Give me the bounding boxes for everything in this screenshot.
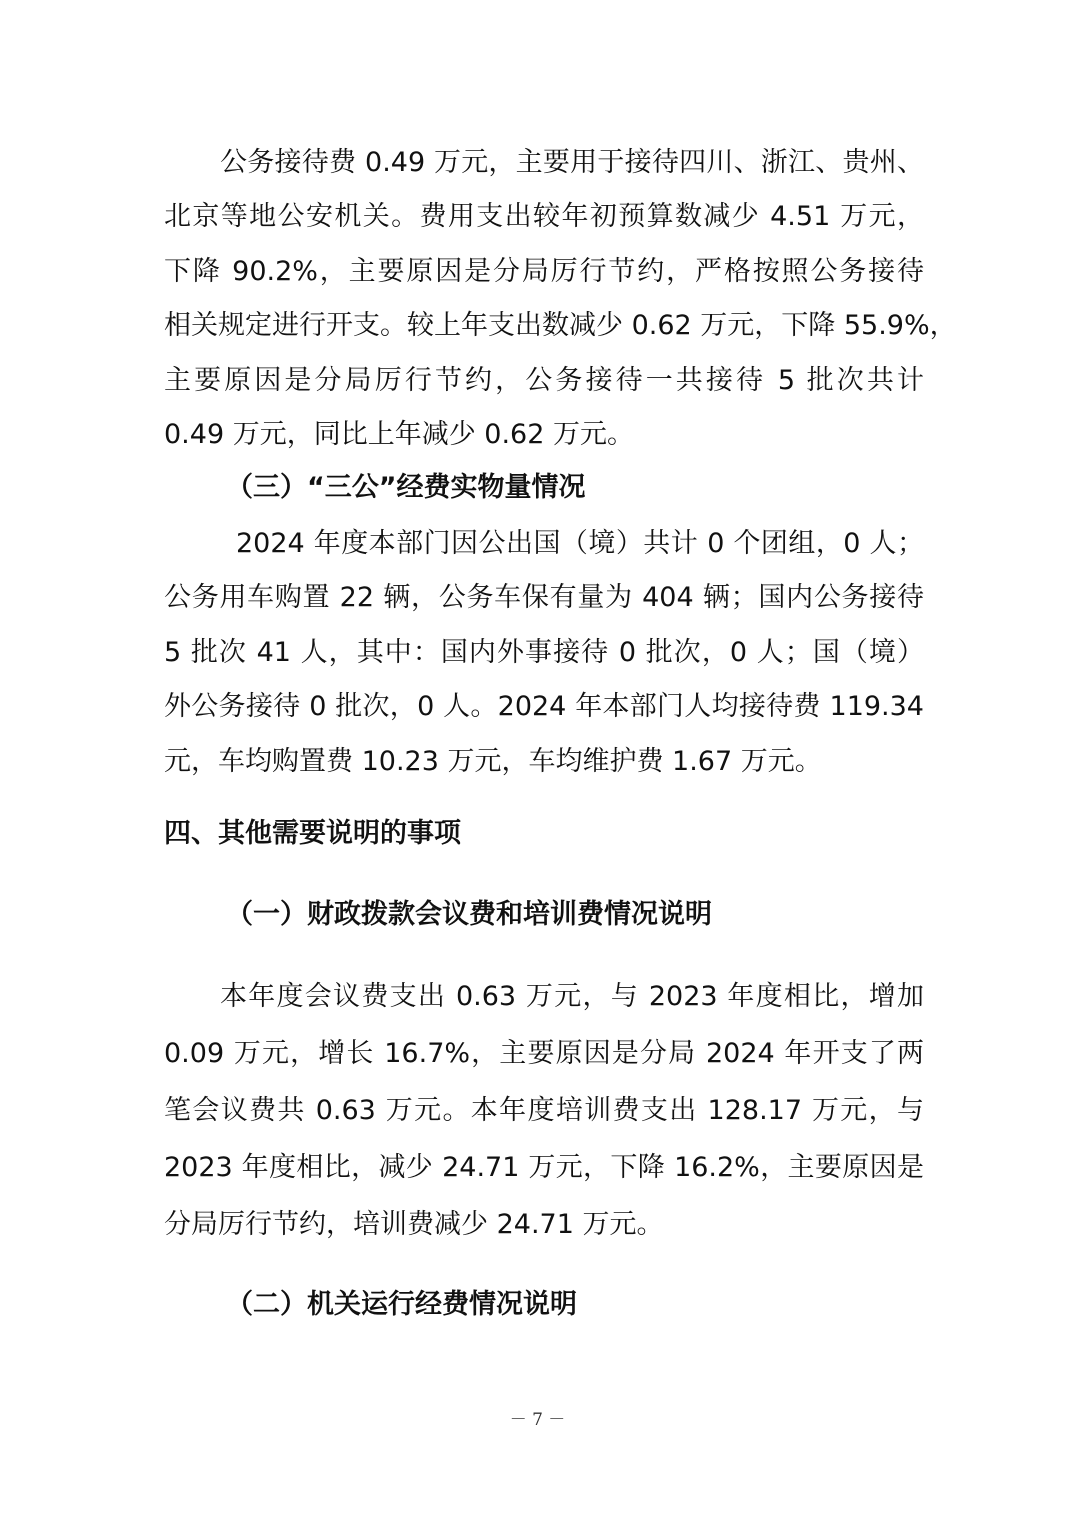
meeting-line-3: 笔会议费共 0.63 万元。本年度培训费支出 128.17 万元，与 (164, 1095, 924, 1126)
physical-line-3: 5 批次 41 人，其中：国内外事接待 0 批次，0 人；国（境） (164, 637, 924, 668)
reception-line-5: 主要原因是分局厉行节约，公务接待一共接待 5 批次共计 (164, 365, 924, 396)
operation-expense-heading: （二）机关运行经费情况说明 (226, 1289, 577, 1320)
physical-line-2: 公务用车购置 22 辆，公务车保有量为 404 辆；国内公务接待 (164, 582, 924, 613)
reception-line-1: 公务接待费 0.49 万元，主要用于接待四川、浙江、贵州、 (220, 147, 924, 178)
reception-line-2: 北京等地公安机关。费用支出较年初预算数减少 4.51 万元， (164, 201, 924, 232)
physical-quantity-heading: （三）“三公”经费实物量情况 (226, 472, 586, 503)
physical-line-1: 2024 年度本部门因公出国（境）共计 0 个团组，0 人； (236, 528, 924, 559)
physical-line-4: 外公务接待 0 批次，0 人。2024 年本部门人均接待费 119.34 (164, 691, 924, 722)
meeting-line-4: 2023 年度相比，减少 24.71 万元，下降 16.2%，主要原因是 (164, 1152, 924, 1183)
reception-line-3: 下降 90.2%，主要原因是分局厉行节约，严格按照公务接待 (164, 256, 924, 287)
reception-line-6: 0.49 万元，同比上年减少 0.62 万元。 (164, 419, 634, 450)
meeting-training-heading: （一）财政拨款会议费和培训费情况说明 (226, 899, 712, 930)
page-number: － 7 － (509, 1410, 566, 1430)
meeting-line-2: 0.09 万元，增长 16.7%，主要原因是分局 2024 年开支了两 (164, 1038, 924, 1069)
meeting-line-1: 本年度会议费支出 0.63 万元，与 2023 年度相比，增加 (220, 981, 924, 1012)
reception-line-4: 相关规定进行开支。较上年支出数减少 0.62 万元，下降 55.9%， (164, 310, 957, 341)
meeting-line-5: 分局厉行节约，培训费减少 24.71 万元。 (164, 1209, 664, 1240)
section-four-heading: 四、其他需要说明的事项 (164, 818, 461, 849)
physical-line-5: 元，车均购置费 10.23 万元，车均维护费 1.67 万元。 (164, 746, 822, 777)
